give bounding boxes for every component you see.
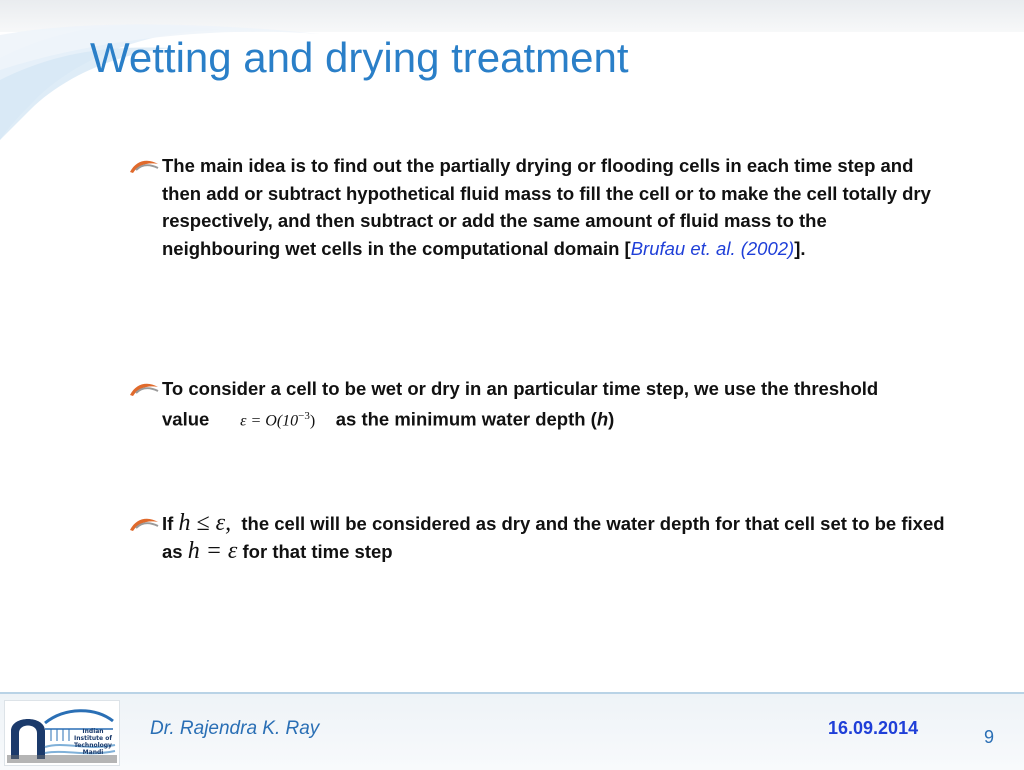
page-number: 9 bbox=[984, 727, 995, 747]
svg-text:Institute of: Institute of bbox=[74, 735, 112, 742]
footer bbox=[0, 692, 1024, 770]
bullet-2-text: To consider a cell to be wet or dry in an particular time step, we use the threshold value $\varepsilon = O(10^{-3})$ as the minimum water depth (h) bbox=[128, 375, 948, 434]
svg-text:Indian: Indian bbox=[82, 728, 104, 735]
bullet-1 bbox=[128, 152, 948, 262]
logo-emblem-icon bbox=[5, 701, 119, 765]
bullet-2 bbox=[128, 375, 948, 434]
institute-logo bbox=[4, 700, 120, 766]
swoosh-bullet-icon bbox=[128, 379, 160, 397]
footer-date: 16.09.2014 bbox=[828, 718, 919, 738]
footer-author: Dr. Rajendra K. Ray bbox=[150, 718, 320, 739]
citation-link: Brufau et. al. (2002) bbox=[630, 237, 795, 259]
threshold-formula: $\varepsilon = O(10^{-3})$ bbox=[240, 409, 316, 429]
bullet-3 bbox=[128, 510, 948, 565]
svg-text:Mandi: Mandi bbox=[82, 749, 104, 756]
slide-title: Wetting and drying treatment bbox=[90, 34, 629, 81]
swoosh-bullet-icon bbox=[128, 514, 160, 532]
dry-condition-formula: h ≤ ε, bbox=[178, 510, 232, 536]
swoosh-bullet-icon bbox=[128, 156, 160, 174]
bullet-3-text: If h ≤ ε, the cell will be considered as dry and the water depth for that cell set to be fixed as h = ε for that time step bbox=[162, 510, 945, 564]
fixed-depth-formula: h = ε bbox=[187, 537, 238, 564]
svg-text:Technology: Technology bbox=[74, 742, 112, 749]
bullet-1-text: The main idea is to find out the partially drying or flooding cells in each time step and then add or subtract hypothetical fluid mass to fill the cell or to make the cell totally dry respectively, and then subtract or add the same amount of fluid mass to the neighbouring wet cells in the computational domain [Brufau et. al. (2002)]. bbox=[162, 155, 931, 259]
